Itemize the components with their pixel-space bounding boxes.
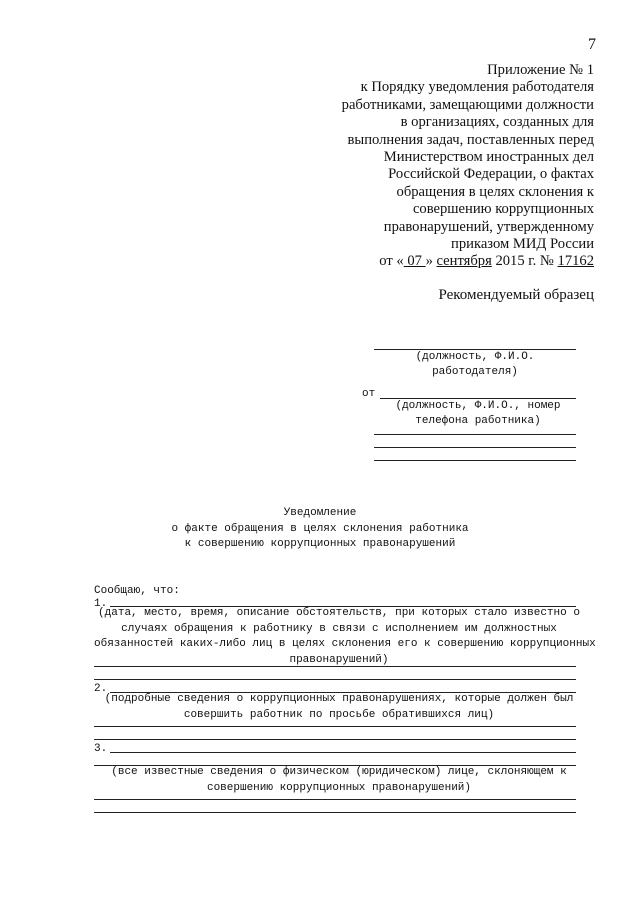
employee-caption-line: (должность, Ф.И.О., номер	[395, 400, 561, 412]
blank-line	[94, 799, 576, 800]
order-number: 17162	[557, 253, 594, 270]
date-mid: »	[425, 253, 437, 270]
desc-line: (подробные сведения о коррупционных правонарушениях, которые должен был	[104, 693, 574, 705]
blank-line	[94, 679, 576, 680]
blank-line	[94, 726, 576, 727]
notice-title	[0, 506, 640, 553]
desc-line: правонарушений)	[289, 653, 389, 666]
appendix-line: Российской Федерации, о фактах	[388, 166, 594, 183]
appendix-line: выполнения задач, поставленных перед	[347, 131, 594, 148]
item-2-number: 2.	[94, 683, 108, 695]
appendix-line: обращения в целях склонения к	[396, 183, 594, 200]
appendix-line: совершению коррупционных	[412, 201, 594, 218]
desc-line: (дата, место, время, описание обстоятельств, при которых стало известно о	[98, 607, 580, 619]
appendix-header	[264, 62, 594, 271]
title-line: Уведомление	[283, 507, 357, 519]
intro-text: Сообщаю, что:	[94, 585, 180, 597]
blank-line	[374, 447, 576, 448]
employer-caption	[374, 350, 576, 380]
date-day: 07	[403, 253, 426, 270]
blank-line	[94, 812, 576, 813]
appendix-line: к Порядку уведомления работодателя	[360, 79, 594, 96]
appendix-line: правонарушений, утвержденному	[383, 218, 594, 235]
item-1-number: 1.	[94, 598, 108, 610]
blank-line	[374, 460, 576, 461]
desc-line: совершению коррупционных правонарушений)	[206, 781, 472, 794]
sample-label: Рекомендуемый образец	[438, 287, 594, 303]
desc-line: случаях обращения к работнику в связи с исполнением им должностных	[121, 622, 557, 635]
date-prefix: от «	[379, 253, 404, 270]
title-line: о факте обращения в целях склонения работника	[171, 522, 469, 535]
blank-line	[94, 666, 576, 667]
order-date-line	[264, 253, 594, 270]
appendix-line: в организациях, созданных для	[400, 114, 594, 131]
from-label: от	[362, 388, 376, 400]
appendix-line: Министерством иностранных дел	[383, 149, 594, 166]
desc-line: (все известные сведения о физическом (юридическом) лице, склоняющем к	[111, 766, 567, 778]
desc-line: совершить работник по просьбе обратившихся лиц)	[183, 708, 495, 721]
desc-line: обязанностей каких-либо лиц в целях склонения его к совершению коррупционных	[94, 638, 596, 650]
item-3-field-line	[110, 752, 576, 753]
item-2-description	[94, 692, 584, 723]
employer-caption-line: работодателя)	[432, 366, 518, 378]
employee-caption	[380, 399, 576, 429]
item-3-description	[94, 765, 584, 796]
blank-line	[94, 739, 576, 740]
item-3-number: 3.	[94, 743, 108, 755]
employer-caption-line: (должность, Ф.И.О.	[415, 351, 535, 363]
employee-caption-line: телефона работника)	[415, 415, 541, 427]
appendix-line: Приложение № 1	[487, 62, 594, 78]
appendix-line: приказом МИД России	[451, 236, 594, 253]
blank-line	[374, 434, 576, 435]
page-number: 7	[588, 36, 596, 53]
appendix-line: работниками, замещающими должности	[341, 96, 594, 113]
date-year: 2015 г. №	[491, 253, 558, 270]
date-month: сентября	[436, 253, 492, 270]
item-1-description	[94, 606, 596, 668]
title-line: к совершению коррупционных правонарушений	[184, 538, 456, 550]
